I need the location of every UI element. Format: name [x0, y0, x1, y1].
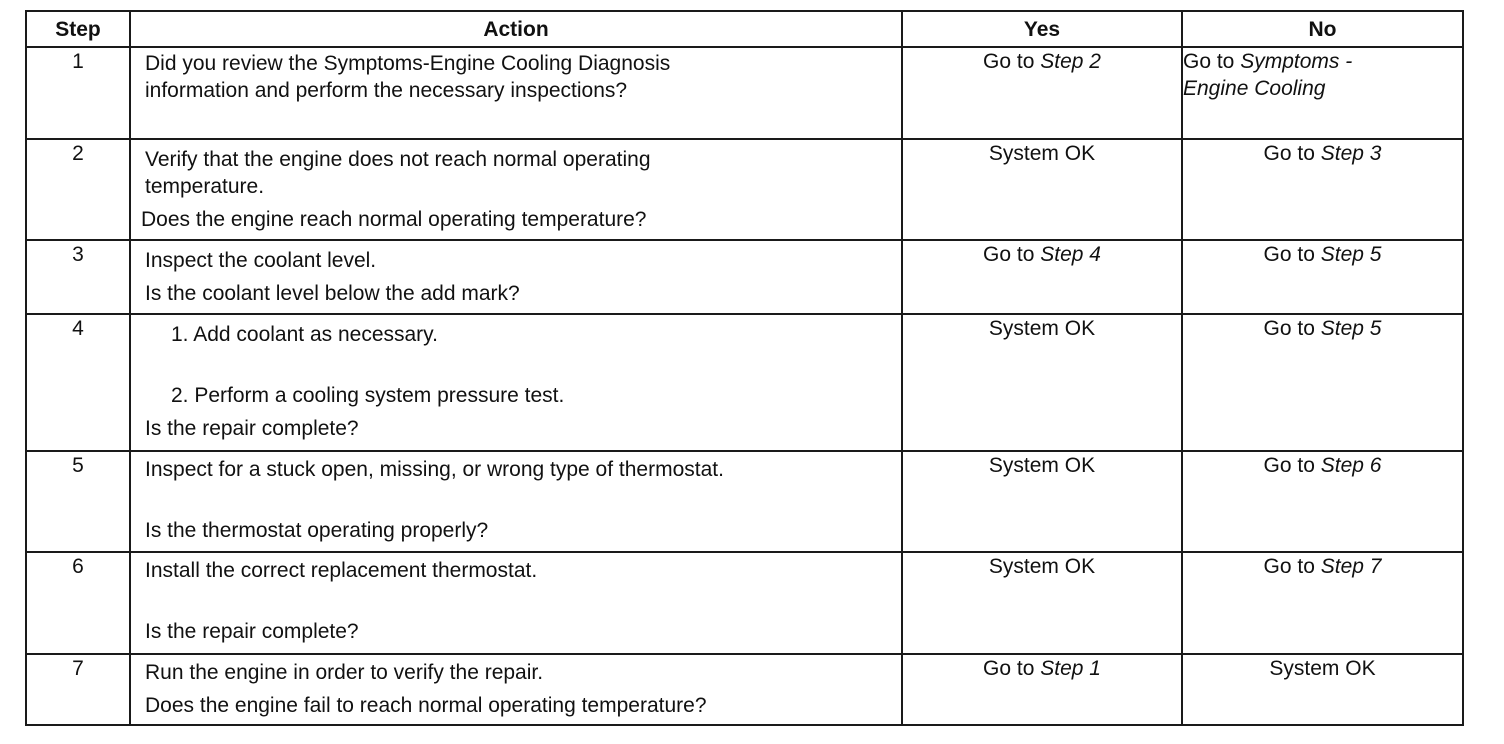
yes-prefix: Go to [983, 657, 1041, 680]
yes-cell [902, 47, 1182, 139]
header-yes: Yes [902, 11, 1182, 47]
step-number: 7 [26, 654, 130, 725]
header-step: Step [26, 11, 130, 47]
table-row [26, 240, 1463, 314]
no-cell: System OK [1182, 654, 1463, 725]
yes-cell: System OK [902, 451, 1182, 552]
yes-step-link[interactable]: Step 1 [1040, 657, 1101, 680]
no-cell [1182, 552, 1463, 654]
yes-prefix: Go to [983, 50, 1041, 73]
step-number: 2 [26, 139, 130, 240]
action-question: Is the coolant level below the add mark? [145, 282, 520, 305]
no-prefix: Go to [1183, 50, 1241, 73]
header-action: Action [130, 11, 902, 47]
no-prefix: Go to [1263, 317, 1321, 340]
action-text: Inspect for a stuck open, missing, or wrong type of thermostat. [145, 458, 724, 481]
no-step-link[interactable]: Step 5 [1320, 243, 1382, 266]
no-cell [1182, 314, 1463, 451]
table-row [26, 451, 1463, 552]
action-question: Is the repair complete? [145, 620, 359, 643]
no-step-link[interactable]: Step 6 [1320, 454, 1382, 477]
table-row [26, 47, 1463, 139]
header-row [26, 11, 1463, 47]
action-text: Did you review the Symptoms-Engine Cooling Diagnosis [145, 52, 671, 75]
list-item: 1. Add coolant as necessary. [171, 323, 438, 346]
table-row [26, 552, 1463, 654]
yes-cell: System OK [902, 139, 1182, 240]
step-number: 6 [26, 552, 130, 654]
action-cell [130, 314, 902, 451]
action-text: Run the engine in order to verify the repair. [145, 661, 544, 684]
yes-cell: System OK [902, 314, 1182, 451]
yes-cell [902, 654, 1182, 725]
no-step-link[interactable]: Step 7 [1320, 555, 1382, 578]
yes-step-link[interactable]: Step 2 [1040, 50, 1101, 73]
action-cell [130, 240, 902, 314]
action-question: Is the repair complete? [145, 417, 359, 440]
list-item: 2. Perform a cooling system pressure test. [171, 384, 565, 407]
diagnostic-table [25, 10, 1464, 726]
no-step-link[interactable]: Step 3 [1320, 142, 1382, 165]
no-prefix: Go to [1263, 142, 1321, 165]
table-row [26, 314, 1463, 451]
action-cell [130, 47, 902, 139]
yes-cell: System OK [902, 552, 1182, 654]
action-text: information and perform the necessary inspections? [145, 79, 628, 102]
no-link-cont[interactable]: Engine Cooling [1183, 77, 1326, 100]
action-question: Is the thermostat operating properly? [145, 519, 489, 542]
yes-cell [902, 240, 1182, 314]
action-cell [130, 654, 902, 725]
step-number: 4 [26, 314, 130, 451]
table-row [26, 654, 1463, 725]
action-text: Verify that the engine does not reach normal operating [145, 148, 651, 171]
no-cell [1182, 139, 1463, 240]
action-text: temperature. [145, 175, 265, 198]
no-cell [1182, 240, 1463, 314]
action-question: Does the engine reach normal operating temperature? [141, 208, 647, 231]
no-prefix: Go to [1263, 243, 1321, 266]
no-cell [1182, 451, 1463, 552]
no-cell [1182, 47, 1463, 139]
no-prefix: Go to [1263, 454, 1321, 477]
yes-step-link[interactable]: Step 4 [1040, 243, 1101, 266]
step-number: 5 [26, 451, 130, 552]
action-text: Install the correct replacement thermostat. [145, 559, 538, 582]
action-cell [130, 552, 902, 654]
table-row [26, 139, 1463, 240]
yes-prefix: Go to [983, 243, 1041, 266]
no-step-link[interactable]: Step 5 [1320, 317, 1382, 340]
no-link[interactable]: Symptoms - [1240, 50, 1353, 73]
action-cell [130, 139, 902, 240]
action-text: Inspect the coolant level. [145, 249, 377, 272]
step-number: 3 [26, 240, 130, 314]
action-question: Does the engine fail to reach normal operating temperature? [145, 694, 707, 717]
step-number: 1 [26, 47, 130, 139]
no-prefix: Go to [1263, 555, 1321, 578]
header-no: No [1182, 11, 1463, 47]
action-cell [130, 451, 902, 552]
